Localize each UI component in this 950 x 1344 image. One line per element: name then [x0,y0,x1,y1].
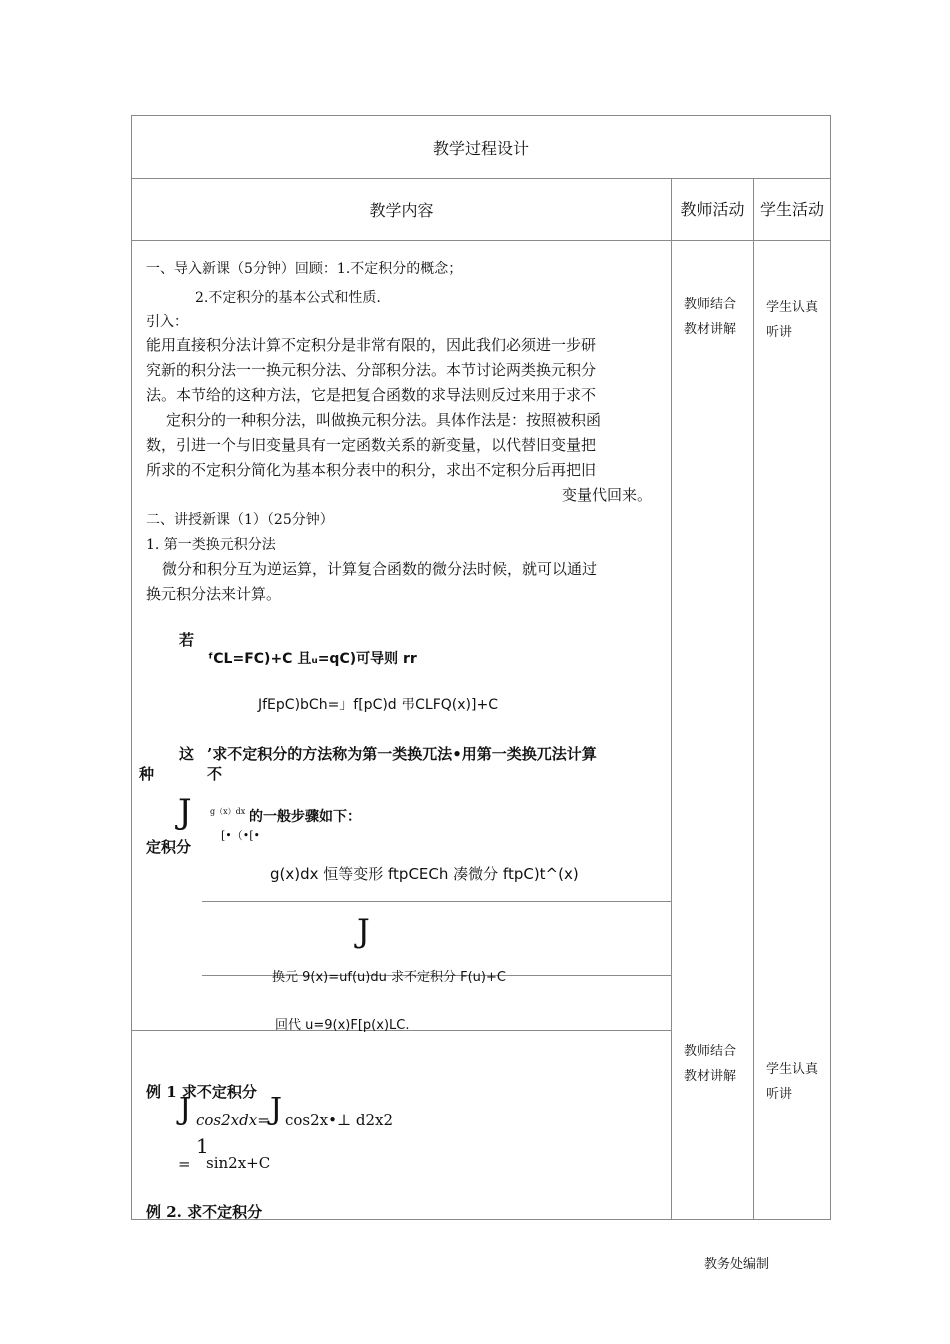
para-line: 法。本节给的这种方法，它是把复合函数的求导法则反过来用于求不 [146,386,597,404]
para-line: 能用直接积分法计算不定积分是非常有限的，因此我们必须进一步研 [146,336,597,354]
ex1-result: sin2x+C [206,1154,271,1172]
student-activity-2: 学生认真听讲 [766,1062,819,1102]
table-title: 教学过程设计 [432,138,529,158]
method-line-1: ’求不定积分的方法称为第一类换兀法•用第一类换兀法计算 [207,745,597,763]
table-border-left [131,115,132,1220]
zhong-label: 种 [139,765,155,783]
zhe-label: 这 [179,745,195,763]
teach-heading: 二、讲授新课（1）（25分钟） [146,512,334,528]
cut-text-clip [146,836,196,856]
example-1-label: 例 1 求不定积分 [146,1083,257,1101]
para-line: 微分和积分互为逆运算，计算复合函数的微分法时候，就可以通过 [162,560,598,578]
col-divider-student [753,178,754,1220]
steps-label: 的一般步骤如下： [249,809,361,825]
intro-line-2: 2.不定积分的基本公式和性质. [195,290,381,306]
flow-box-line-1 [202,901,672,902]
student-activity-1: 学生认真听讲 [766,300,819,340]
ex1-formula: cos2xdx= [196,1111,270,1129]
flow-sub-clip [272,962,592,985]
flow-back: 回代 u=9(x)F[p(x)LC. [275,1018,410,1033]
flow-line: g(x)dx 恒等变形 ftpCECh 凑微分 ftpC)t^(x) [270,865,579,883]
lead-label: 引入： [146,314,188,330]
method-line-2: 不 [207,765,223,783]
para-line: 变量代回来。 [561,486,652,504]
ex1-integral-icon: J [179,1092,192,1127]
integral-sign-icon: J [178,792,192,832]
formula-1: ᶠCL=FC)+C 且ᵤ=qC)可导则 rr [208,651,417,667]
footer-note: 教务处编制 [704,1257,770,1272]
flow-integral-icon: J [357,912,370,950]
ex1-frac-num: 1 [196,1134,209,1158]
header-student: 学生活动 [760,199,825,219]
col-divider-teacher [671,178,672,1220]
header-row-divider [131,240,831,241]
teacher-activity-2: 教师结合教材讲解 [684,1044,737,1084]
bracket-note: [•（•[• [221,829,261,842]
ex1-eq: = [178,1155,191,1173]
flow-sub: 换元 9(x)=uf(u)du 求不定积分 F(u)+C [272,970,506,985]
para-line: 究新的积分法一一换元积分法、分部积分法。本节讨论两类换元积分 [146,361,597,379]
para-line: 数，引进一个与旧变量具有一定函数关系的新变量，以代替旧变量把 [146,436,597,454]
cut-text: 定积分 [146,838,192,856]
teach-paragraph [146,557,660,607]
intro-paragraph [146,333,660,508]
intro-line-1: 一、导入新课（5分钟）回顾：1.不定积分的概念； [146,261,463,277]
ex1-integral-icon-2: J [270,1092,283,1127]
para-line: 换元积分法来计算。 [146,585,282,603]
ruo-label: 若 [179,631,195,649]
example-2-label: 例 2. 求不定积分 [146,1203,263,1221]
teacher-activity-1: 教师结合教材讲解 [684,297,737,337]
table-border-right [830,115,831,1220]
header-content: 教学内容 [369,201,434,220]
para-line: 所求的不定积分简化为基本积分表中的积分，求出不定积分后再把旧 [146,461,597,479]
header-teacher: 教师活动 [680,199,745,219]
small-gx: g（x）dx [210,807,246,816]
para-line: 定积分的一种积分法，叫做换元积分法。具体作法是：按照被积函 [166,411,602,429]
ex1-formula-rest: cos2x•⊥ d2x2 [285,1111,394,1129]
method-heading: 1. 第一类换元积分法 [146,537,276,553]
formula-2: JfEpC)bCh=」f[pC)d 弔CLFQ(x)]+C [258,697,498,713]
